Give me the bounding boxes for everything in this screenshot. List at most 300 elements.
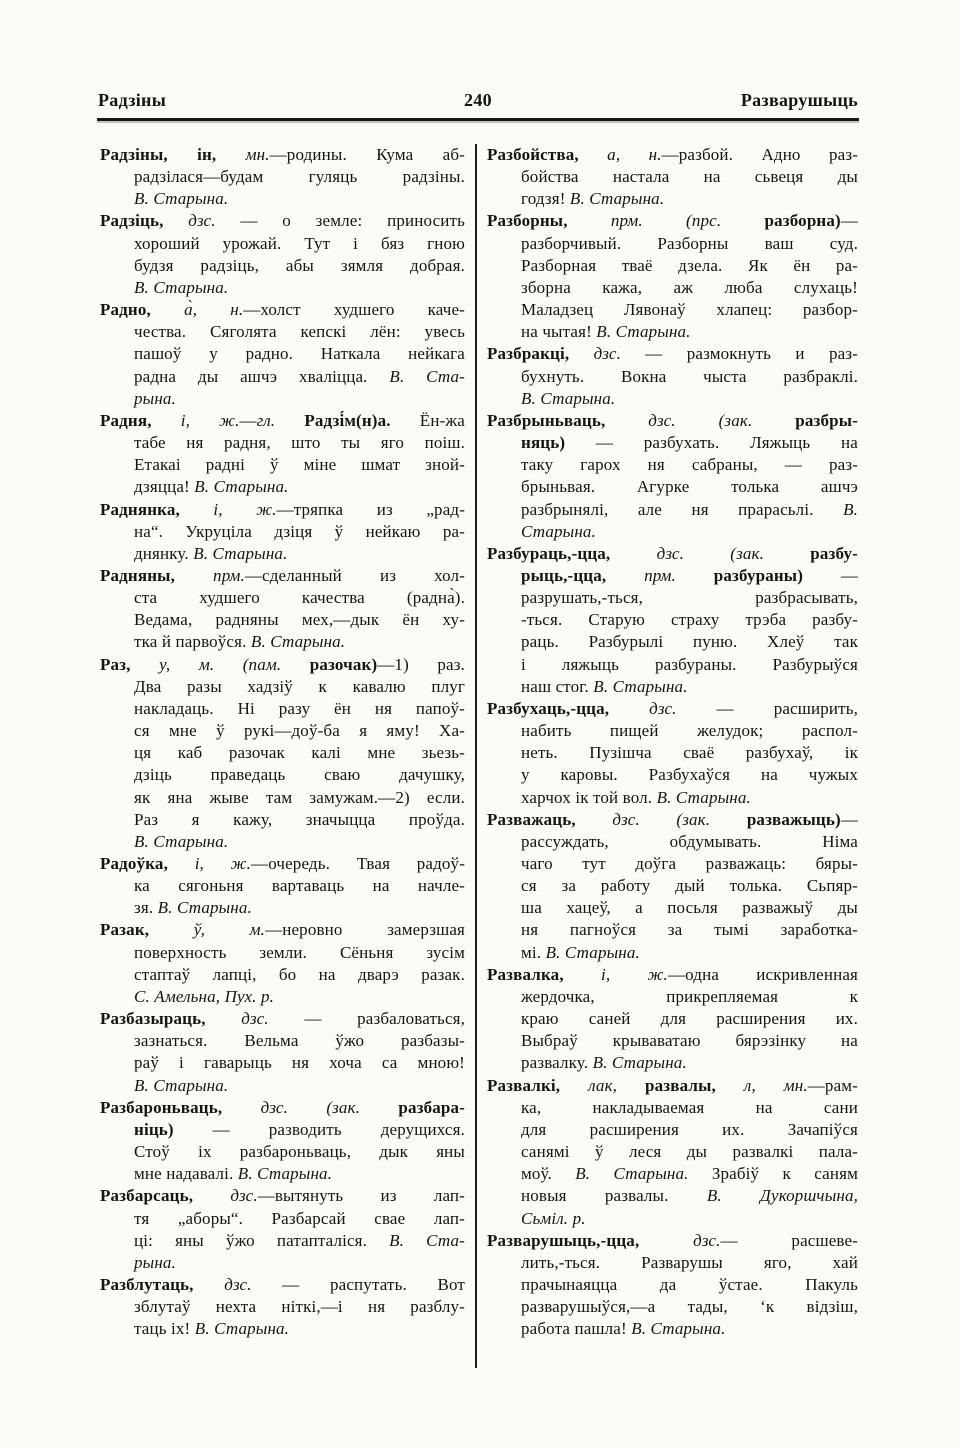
text-segment: разбрынялі, але ня прарасьлі. [521,499,844,519]
text-segment: а, н. [607,145,662,164]
text-line [487,1119,858,1141]
text-line [487,787,858,809]
text-line [487,432,858,454]
text-line [100,853,465,875]
text-segment: у каровы. Разбухаўся на чужых [521,765,858,785]
text-line [100,964,465,986]
headword: Разварушыць,-цца, [487,1230,694,1250]
text-line [100,476,465,498]
text-line [100,919,465,941]
headword: Радзіць, [100,211,189,231]
text-segment: радзілася—будам гуляць радзіны. [134,167,465,187]
text-segment: В. [843,499,858,519]
headword: Разбароньваць, [100,1097,261,1117]
text-segment: Сьміл. р. [521,1208,586,1228]
text-line [100,1097,465,1119]
text-line [100,321,465,343]
text-line [487,1163,858,1185]
text-line [100,1185,465,1207]
text-segment: новыя развалы. [521,1186,707,1206]
text-segment: жердочка, прикрепляемая к [521,986,858,1006]
headword: Разбураць,-цца, [487,543,657,563]
text-line [487,853,858,875]
text-line [487,1141,858,1163]
text-segment: разрушать,-ться, разбрасывать, [521,588,858,608]
text-segment: наш стог. [521,676,594,696]
text-line [487,1097,858,1119]
text-line [487,1208,858,1230]
text-segment: і, ж. [180,410,240,430]
text-segment: на чытая! [521,322,597,342]
text-segment: разварушыўся,—а тады, ‘к відзіш, [521,1297,858,1317]
text-segment: дзс. (зак. [648,410,753,430]
text-segment [764,544,810,563]
text-segment: зя. [134,898,158,918]
dictionary-entry [487,1230,858,1341]
dictionary-entry [487,144,858,210]
text-line [487,942,858,964]
dictionary-entry [100,853,465,919]
text-line [487,521,858,543]
text-segment: дзс. [188,211,216,231]
text-line [100,587,465,609]
text-segment: і, ж. [601,964,668,984]
text-segment: рына. [134,1252,176,1272]
text-line [487,1252,858,1274]
text-segment: В. Старына. [134,277,229,297]
text-segment: мі. [521,942,546,962]
text-segment: і, ж. [213,499,277,519]
text-line [487,166,858,188]
text-segment: В. Старына. [157,898,252,918]
text-segment: В. Старына. [569,189,665,209]
text-segment: годзя! [521,189,570,209]
dictionary-entry [100,299,465,410]
text-line [487,964,858,986]
text-segment: Зрабіў к саням [688,1164,858,1184]
dictionary-entry [100,565,465,654]
text-line [487,875,858,897]
headword: Разважаць, [487,809,613,829]
headword: Радно, [100,300,185,320]
text-segment: —вытянуть из лап- [257,1186,465,1206]
headword: Развалкі, [487,1075,589,1095]
text-line [100,166,465,188]
headword: Разбазыраць, [100,1009,242,1029]
text-line [100,897,465,919]
headword: Разблутаць, [100,1274,225,1294]
column-right [487,144,858,1340]
text-segment: мне надавалі. [134,1164,238,1184]
text-segment: прачынаяцца да ўстае. Пакуль [521,1274,858,1294]
text-segment: і, ж. [194,854,252,873]
text-segment: разочак) [309,654,378,674]
text-segment: Выбраў крываватаю бярэзінку на [521,1031,858,1051]
dictionary-entry [100,499,465,565]
text-segment: дзс. [593,344,621,364]
text-line [100,388,465,410]
text-segment: накладаць. Ні разу ён ня папоў- [134,698,465,718]
text-segment: ў, м. [193,920,266,940]
text-segment [752,411,795,430]
text-segment: і ляжыць разбураны. Разбурыўся [521,654,858,674]
text-segment: В. Старына. [134,831,229,851]
text-line [487,698,858,720]
text-line [100,454,465,476]
text-segment: —неровно замерзшая [265,920,465,940]
headword: Радняны, [100,565,214,585]
text-line [487,277,858,299]
text-segment: В. Старына. [134,1075,229,1095]
text-segment: — расшеве- [720,1230,858,1250]
dictionary-entry [487,698,858,809]
text-segment: табе ня радня, што ты яго поіш. [134,433,465,453]
headword: Радоўка, [100,854,195,873]
text-line [100,432,465,454]
text-line [100,1230,465,1252]
text-segment: поверхность земли. Сёньня зусім [134,942,465,962]
headword: Разборны, [487,211,611,231]
headword: Развалка, [487,964,602,984]
text-segment: ці: яны ўжо патапталіся. [134,1230,390,1250]
text-segment: В. Старына. [250,632,346,652]
text-segment [360,1098,398,1117]
text-line [487,1052,858,1074]
dictionary-entry [100,210,465,299]
text-segment: лить,-ться. Разварушы яго, хай [521,1252,858,1272]
text-segment [721,211,764,230]
text-line [487,809,858,831]
dictionary-entry [100,410,465,499]
page-number: 240 [464,90,492,110]
text-segment: дзс. (зак. [260,1097,361,1117]
headword: Разак, [100,920,194,940]
text-line [100,233,465,255]
text-line [100,764,465,786]
text-segment: бойства настала на сьвеця ды [521,167,858,187]
text-segment: чества. Сяголята кепскі лён: увесь [134,322,465,342]
dictionary-entry [100,1008,465,1097]
text-segment [676,566,714,585]
text-segment: Старына. [521,521,596,541]
text-segment: В. Ста- [389,366,465,386]
text-line [487,565,858,587]
dictionary-entry [487,964,858,1075]
text-segment: на“. Укруціла дзіця ў нейкаю ра- [134,521,465,541]
text-line [487,897,858,919]
text-line [100,831,465,853]
text-segment: В. Старына. [194,1319,290,1339]
text-segment: работа пашла! [521,1319,632,1339]
text-line [487,476,858,498]
text-segment: разборна) [764,211,841,231]
text-line [487,742,858,764]
headword: Разбойства, [487,145,608,164]
text-line [100,1296,465,1318]
page-content [100,144,858,1368]
text-line [487,1296,858,1318]
text-segment: чаго тут доўга разважаць: бяры- [521,854,858,873]
text-segment: раў і гаварыць ня хоча са мною! [134,1053,465,1073]
text-line [487,831,858,853]
text-segment: бухнуть. Вокна чыста разбраклі. [521,366,858,386]
text-segment [710,810,747,829]
text-segment: няць) [521,433,566,453]
text-line [487,1185,858,1207]
text-line [487,609,858,631]
text-segment: —одна искривленная [667,964,858,984]
text-segment: ся мне ў рукі—доў-ба я яму! Ха- [134,721,465,741]
text-segment: —разбой. Адно раз- [661,145,859,164]
text-segment: В. Старына. [593,676,688,696]
text-segment: харчох ік той вол. [521,787,657,807]
text-segment: — [803,565,858,585]
headword: Разбрыньваць, [487,410,649,430]
text-segment: дзяцца! [134,477,195,497]
text-segment: С. Амельна, Пух. р. [134,986,275,1006]
dictionary-entry [487,543,858,698]
text-line [100,366,465,388]
text-segment: зборна кажа, аж люба слухаць! [521,277,858,297]
text-line [487,1318,858,1340]
text-segment: прм. [644,565,676,585]
text-segment: —очередь. Твая радоў- [251,854,466,873]
text-segment [275,411,304,430]
headword: Раз, [100,654,160,674]
text-segment: ка, накладываемая на сани [521,1097,858,1117]
text-line [487,676,858,698]
text-line [487,654,858,676]
text-segment: развалы, [645,1075,744,1095]
text-segment: В. Старына. [545,942,640,962]
text-segment: ста худшего качества (радна̀). [134,588,465,608]
text-segment: у, м. (пам. [159,654,282,674]
text-segment: л, мн. [743,1075,808,1095]
text-line [100,631,465,653]
text-segment: а̀, н. [184,300,244,320]
text-line [487,188,858,210]
text-line [100,1030,465,1052]
text-segment: таць іх! [134,1319,195,1339]
text-segment: В. Старына. [134,189,229,209]
text-segment: неть. Пузішча сваё разбухаў, ік [521,743,858,763]
text-segment: -ться. Старую страху трэба разбу- [521,610,858,630]
text-line [487,919,858,941]
guide-word-right: Разварушыць [740,90,858,110]
text-line [100,1075,465,1097]
text-segment: дзіць праведаць сваю дачушку, [134,765,465,785]
text-line [487,499,858,521]
text-segment: рассуждать, обдумывать. Німа [521,831,858,851]
text-segment: Етакаі радні ў міне шмат зной- [134,455,465,475]
text-segment: дзс. (зак. [656,543,765,563]
dictionary-entry [487,410,858,543]
text-segment: —1) раз. [377,654,465,674]
dictionary-entry [487,1075,858,1230]
text-segment: разбара- [398,1097,465,1117]
text-segment: будзя радзіць, абы зямля добрая. [134,255,465,275]
text-segment: Маладзец Лявонаў хлапец: разбор- [521,300,858,320]
text-line [100,1119,465,1141]
text-segment: рына. [134,388,176,408]
text-line [487,454,858,476]
text-line [487,1030,858,1052]
text-line [487,255,858,277]
text-segment: радна ды ашчэ хваліцца. [134,366,390,386]
dictionary-entry [100,1185,465,1274]
text-segment: мн. [245,145,270,164]
running-head [98,90,858,111]
text-line [100,698,465,720]
text-line [100,1318,465,1340]
text-line [487,543,858,565]
text-segment: ся за работу дый толька. Сьпяр- [521,876,858,896]
text-segment: ця каб разочак калі мне зьезь- [134,743,465,763]
text-segment: — разводить дерущихся. [173,1119,465,1139]
text-segment: Ён-жа [390,410,465,430]
text-segment: дзс. [649,698,677,718]
text-segment: В. Старына. [631,1319,726,1339]
text-segment: В. Старына. [194,477,289,497]
text-segment: тя „аборы“. Разбарсай свае лап- [134,1208,465,1228]
text-line [100,787,465,809]
text-segment: ша хацеў, а посьля разважыў ды [521,898,858,918]
text-line [100,565,465,587]
text-line [100,742,465,764]
text-line [487,1230,858,1252]
text-segment: пашоў у радно. Наткала нейкага [134,344,465,364]
text-segment: дзс. [230,1186,258,1206]
guide-word-left: Радзіны [98,90,167,110]
text-segment: моў. [521,1164,576,1184]
text-segment: В. Дукоршчына, [706,1186,858,1206]
text-segment: брыньвая. Агурке толька ашчэ [521,477,858,497]
text-segment: — распутать. Вот [251,1274,465,1294]
text-segment: тка й парвоўся. [134,632,251,652]
text-segment: разбураны) [713,565,804,585]
text-line [100,720,465,742]
text-segment: — [840,809,858,829]
text-line [100,499,465,521]
headword: Радня, [100,410,181,430]
text-segment: Раз я кажу, значыцца проўда. [134,809,465,829]
text-line [100,1252,465,1274]
text-line [487,1075,858,1097]
text-segment: хороший урожай. Тут і бяз гною [134,233,465,253]
text-line [100,1163,465,1185]
text-line [487,233,858,255]
dictionary-entry [487,343,858,409]
text-segment: дзс. [224,1274,252,1294]
text-line [100,255,465,277]
text-line [487,343,858,365]
text-line [487,1008,858,1030]
text-line [100,942,465,964]
dictionary-entry [100,1274,465,1340]
text-segment: В. Ста- [389,1230,465,1250]
text-segment: ня пагноўся за тымі заработка- [521,920,858,940]
text-segment: для расширения их. Зачапіўся [521,1119,858,1139]
text-segment: В. Старына. [592,1053,687,1073]
text-segment: разбры- [795,410,858,430]
text-segment: — размокнуть и раз- [620,344,858,364]
text-segment: В. Старына. [596,322,691,342]
text-segment [281,655,310,674]
text-line [100,986,465,1008]
text-segment: дзс. [241,1009,269,1029]
text-segment: дзс. (зак. [612,809,711,829]
text-line [100,343,465,365]
dictionary-entry [100,919,465,1008]
text-line [487,388,858,410]
header-rule [97,118,859,121]
text-line [487,1274,858,1296]
text-line [487,299,858,321]
text-segment: В. Старына. [193,543,288,563]
text-line [100,609,465,631]
text-segment: —холст худшего каче- [243,300,465,320]
text-line [100,875,465,897]
dictionary-entry [100,144,465,210]
text-segment: развалку. [521,1053,593,1073]
text-segment: раць. Разбурылі пуню. Хлеў так [521,632,858,652]
text-segment: прм. (прс. [610,211,722,231]
text-segment: ка сягоньня вартаваць на начле- [134,876,465,896]
text-segment: разборчивый. Разборны ваш суд. [521,233,858,253]
text-line [100,1008,465,1030]
text-segment: як яна жыве там замужам.—2) если. [134,787,465,807]
text-line [487,631,858,653]
text-segment: таку гарох ня сабраны, — раз- [521,455,858,475]
text-segment: Два разы хадзіў к кавалю плуг [134,676,465,696]
text-line [487,410,858,432]
text-line [100,1208,465,1230]
text-segment: В. Старына. [575,1164,689,1184]
text-line [487,144,858,166]
text-segment: Радзі́м(н)а. [304,410,391,430]
text-segment: —родины. Кума аб- [269,145,465,164]
dictionary-entry [487,809,858,964]
headword: Разбарсаць, [100,1186,231,1206]
text-line [487,986,858,1008]
text-segment: прм. [213,565,245,585]
text-segment: зазнаться. Вельма ўжо разбазы- [134,1031,465,1051]
text-segment: Разборная тваё дзела. Як ён ра- [521,255,858,275]
text-line [100,1274,465,1296]
column-divider [475,144,477,1368]
text-segment: — о земле: приносить [215,211,465,231]
text-line [100,676,465,698]
text-line [100,210,465,232]
text-segment: стаптаў лапці, бо на дварэ разак. [134,964,465,984]
text-line [100,654,465,676]
text-segment: — расширить, [676,698,859,718]
text-segment: дзс. [693,1230,721,1250]
text-segment: —рам- [807,1075,858,1095]
headword: Разбракці, [487,344,594,364]
text-segment: В. Старына. [656,787,751,807]
text-line [100,144,465,166]
text-segment: днянку. [134,543,194,563]
text-segment: Ведама, радняны мех,—дык ён ху- [134,610,465,630]
text-segment: — [239,410,257,430]
text-line [100,809,465,831]
text-segment: — [840,211,858,231]
text-segment: набить пищей желудок; распол- [521,721,858,741]
text-segment: Стоў іх разбароньваць, дык яны [134,1142,465,1162]
headword: Раднянка, [100,499,214,519]
text-segment: — разбаловаться, [268,1009,466,1029]
